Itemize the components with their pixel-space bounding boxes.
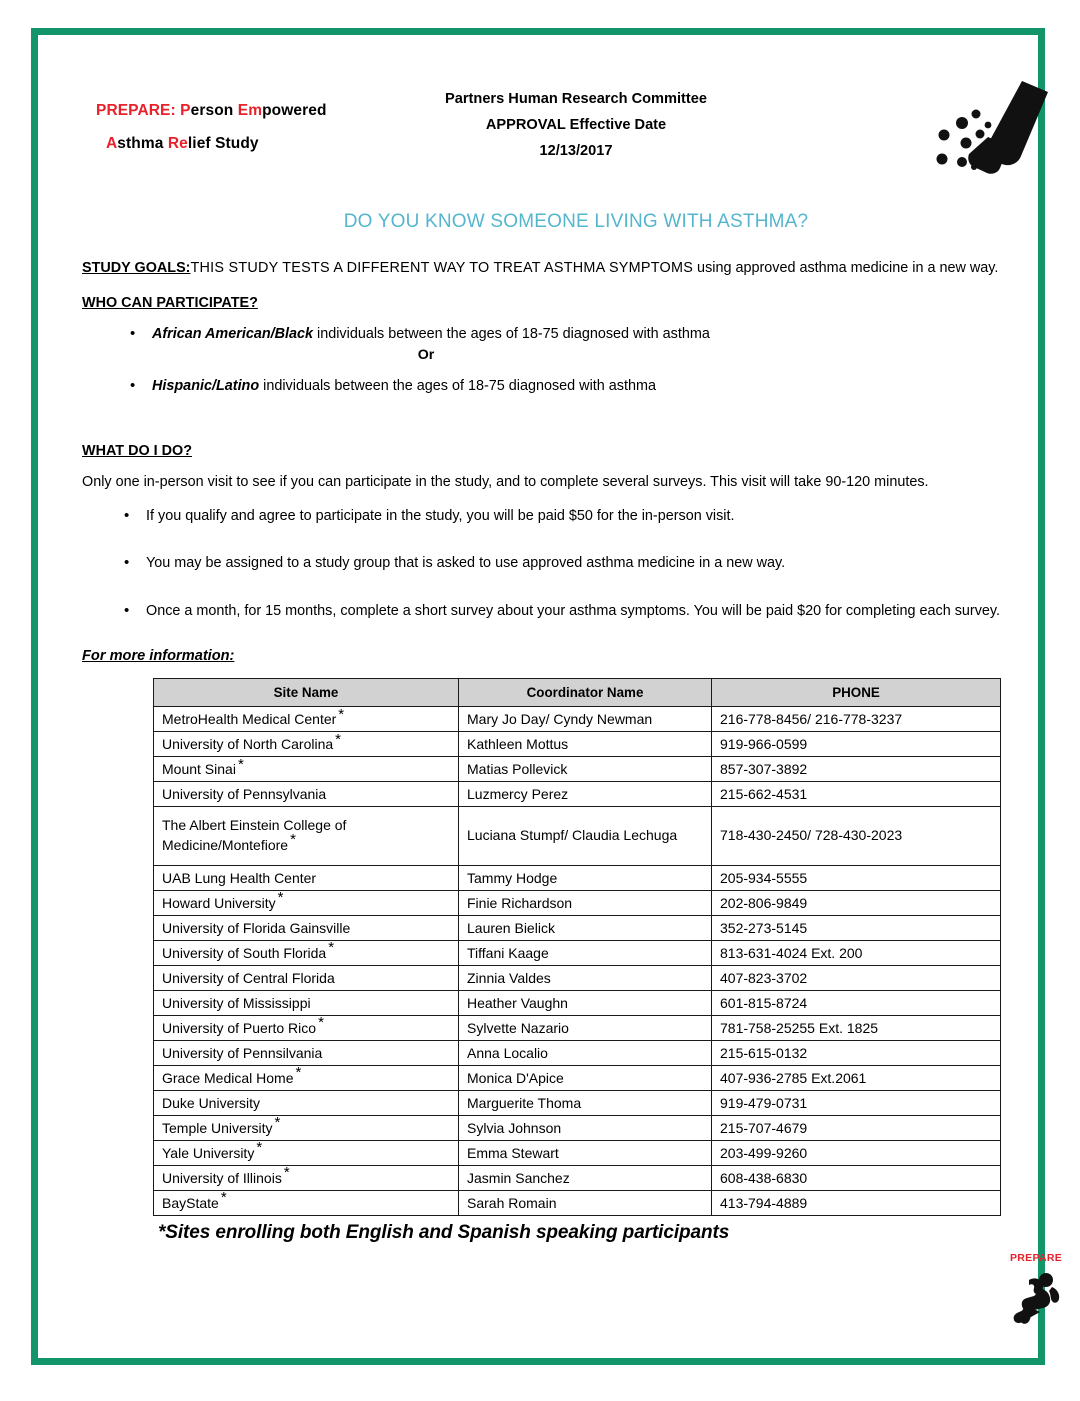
cell-phone: 781-758-25255 Ext. 1825 — [712, 1015, 1001, 1040]
page-border — [31, 28, 1063, 1365]
spanish-enrolling-asterisk: * — [274, 1114, 281, 1132]
table-row — [154, 1065, 1001, 1090]
spanish-enrolling-asterisk: * — [290, 831, 296, 849]
cell-site-name: University of North Carolina * — [154, 732, 459, 757]
cell-coordinator-name: Sylvia Johnson — [459, 1115, 712, 1140]
table-row — [154, 1190, 1001, 1215]
cell-phone: 205-934-5555 — [712, 865, 1001, 890]
cell-phone: 608-438-6830 — [712, 1165, 1001, 1190]
eligibility-list-2 — [82, 376, 1070, 396]
study-goals-paragraph — [82, 259, 1070, 278]
cell-coordinator-name: Tammy Hodge — [459, 865, 712, 890]
cell-phone: 407-823-3702 — [712, 965, 1001, 990]
spanish-enrolling-asterisk: * — [328, 939, 335, 957]
eligibility-or-divider: Or — [417, 346, 435, 363]
cell-site-name: The Albert Einstein College of Medicine/Montefiore * — [154, 807, 459, 866]
prepare-logo-label: PREPARE — [1009, 1252, 1063, 1264]
prepare-word-person: erson — [190, 102, 238, 119]
participation-details-list — [82, 506, 1070, 621]
cell-site-name: Grace Medical Home * — [154, 1065, 459, 1090]
prepare-word-powered: powered — [262, 102, 327, 119]
list-item: • If you qualify and agree to participate in the study, you will be paid $50 for the in-person visit. — [124, 506, 1070, 526]
prepare-letters-em: Em — [237, 102, 263, 119]
cell-phone: 202-806-9849 — [712, 890, 1001, 915]
spanish-enrolling-asterisk: * — [237, 755, 244, 773]
cell-phone: 407-936-2785 Ext.2061 — [712, 1065, 1001, 1090]
cell-phone: 215-707-4679 — [712, 1115, 1001, 1140]
prepare-letters-re: Re — [167, 135, 188, 153]
spanish-enrolling-asterisk: * — [283, 1164, 290, 1182]
column-header-phone: PHONE — [712, 679, 1001, 707]
prepare-letter-a: A — [106, 135, 118, 153]
cell-site-name: University of South Florida * — [154, 940, 459, 965]
eligibility-desc-2: individuals between the ages of 18-75 diagnosed with asthma — [259, 377, 656, 394]
table-row — [154, 1090, 1001, 1115]
spanish-enrolling-asterisk: * — [295, 1064, 302, 1082]
cell-phone: 813-631-4024 Ext. 200 — [712, 940, 1001, 965]
document-header — [82, 75, 1070, 193]
spanish-enrolling-asterisk: * — [220, 1189, 227, 1207]
cell-phone: 919-479-0731 — [712, 1090, 1001, 1115]
cell-coordinator-name: Lauren Bielick — [459, 915, 712, 940]
prepare-letter-p: P — [180, 102, 191, 119]
what-do-i-do-heading: WHAT DO I DO? — [82, 443, 193, 460]
cell-site-name: University of Pennsylvania — [154, 782, 459, 807]
eligibility-list — [82, 324, 1070, 344]
table-row — [154, 890, 1001, 915]
cell-phone: 216-778-8456/ 216-778-3237 — [712, 707, 1001, 732]
cell-phone: 413-794-4889 — [712, 1190, 1001, 1215]
eligibility-group-1: African American/Black — [152, 326, 314, 343]
cell-phone: 601-815-8724 — [712, 990, 1001, 1015]
table-row — [154, 807, 1001, 866]
table-body — [154, 707, 1001, 1216]
table-row — [154, 1115, 1001, 1140]
cell-site-name: University of Puerto Rico * — [154, 1015, 459, 1040]
table-row — [154, 1165, 1001, 1190]
table-row — [154, 1015, 1001, 1040]
study-goals-heading: STUDY GOALS: — [82, 260, 191, 276]
prepare-acronym-label: PREPARE: — [96, 102, 176, 119]
spanish-enrolling-asterisk: * — [318, 1014, 324, 1032]
cell-coordinator-name: Finie Richardson — [459, 890, 712, 915]
approval-date: 12/13/2017 — [539, 142, 613, 159]
table-row — [154, 1140, 1001, 1165]
table-row — [154, 1040, 1001, 1065]
table-footnote: *Sites enrolling both English and Spanish speaking participants — [158, 1221, 730, 1243]
cell-coordinator-name: Anna Localio — [459, 1040, 712, 1065]
cell-site-name: UAB Lung Health Center — [154, 865, 459, 890]
table-row — [154, 782, 1001, 807]
spanish-enrolling-asterisk: * — [335, 730, 342, 748]
cell-coordinator-name: Monica D'Apice — [459, 1065, 712, 1090]
cell-coordinator-name: Kathleen Mottus — [459, 732, 712, 757]
cell-site-name: University of Mississippi — [154, 990, 459, 1015]
eligibility-desc-1: individuals between the ages of 18-75 diagnosed with asthma — [313, 326, 710, 343]
cell-coordinator-name: Jasmin Sanchez — [459, 1165, 712, 1190]
column-header-site-name: Site Name — [154, 679, 459, 707]
cell-coordinator-name: Matias Pollevick — [459, 757, 712, 782]
spanish-enrolling-asterisk: * — [338, 705, 345, 723]
column-header-coordinator-name: Coordinator Name — [459, 679, 712, 707]
table-row — [154, 707, 1001, 732]
spanish-enrolling-asterisk: * — [256, 1139, 263, 1157]
cell-site-name: Mount Sinai * — [154, 757, 459, 782]
eligibility-group-2: Hispanic/Latino — [152, 377, 260, 394]
list-item: • You may be assigned to a study group that is asked to use approved asthma medicine in a new way. — [124, 553, 1070, 573]
prepare-word-relief-study: lief Study — [187, 135, 259, 153]
list-item — [130, 324, 1070, 344]
cell-phone: 919-966-0599 — [712, 732, 1001, 757]
cell-coordinator-name: Sylvette Nazario — [459, 1015, 712, 1040]
cell-phone: 352-273-5145 — [712, 915, 1001, 940]
cell-site-name: MetroHealth Medical Center * — [154, 707, 459, 732]
approval-label: APPROVAL Effective Date — [485, 116, 667, 133]
cell-phone: 857-307-3892 — [712, 757, 1001, 782]
cell-site-name: University of Illinois * — [154, 1165, 459, 1190]
spanish-enrolling-asterisk: * — [277, 889, 284, 907]
visit-description: Only one in-person visit to see if you can participate in the study, and to complete several surveys. This visit will take 90-120 minutes. — [82, 474, 929, 491]
cell-site-name: Duke University — [154, 1090, 459, 1115]
table-row — [154, 915, 1001, 940]
cell-site-name: Temple University * — [154, 1115, 459, 1140]
inhaler-icon — [914, 77, 1054, 181]
cell-coordinator-name: Sarah Romain — [459, 1190, 712, 1215]
cell-phone: 215-662-4531 — [712, 782, 1001, 807]
table-row — [154, 940, 1001, 965]
who-can-participate-heading: WHO CAN PARTICIPATE? — [82, 295, 258, 312]
table-row — [154, 865, 1001, 890]
prepare-logo — [999, 1252, 1073, 1338]
page-title: DO YOU KNOW SOMEONE LIVING WITH ASTHMA? — [343, 211, 809, 232]
committee-name: Partners Human Research Committee — [445, 91, 707, 107]
study-goals-caps: THIS STUDY TESTS A DIFFERENT WAY TO TREAT ASTHMA SYMPTOMS — [190, 260, 694, 276]
study-sites-table — [153, 678, 1001, 1216]
running-figure-icon — [1005, 1265, 1067, 1327]
cell-phone: 203-499-9260 — [712, 1140, 1001, 1165]
cell-coordinator-name: Tiffani Kaage — [459, 940, 712, 965]
table-row — [154, 990, 1001, 1015]
prepare-word-asthma: sthma — [117, 135, 168, 153]
cell-coordinator-name: Marguerite Thoma — [459, 1090, 712, 1115]
more-information-heading: For more information: — [82, 648, 235, 665]
cell-site-name: University of Central Florida — [154, 965, 459, 990]
cell-coordinator-name: Zinnia Valdes — [459, 965, 712, 990]
cell-site-name: University of Florida Gainsville — [154, 915, 459, 940]
list-item: • Once a month, for 15 months, complete a short survey about your asthma symptoms. You will be paid $20 for completing each survey. — [124, 601, 1070, 621]
table-row — [154, 732, 1001, 757]
list-item — [130, 376, 1070, 396]
cell-coordinator-name: Heather Vaughn — [459, 990, 712, 1015]
cell-site-name: BayState * — [154, 1190, 459, 1215]
page-content — [82, 75, 1070, 1388]
table-header-row — [154, 679, 1001, 707]
cell-site-name: Howard University * — [154, 890, 459, 915]
study-goals-tail: using approved asthma medicine in a new way. — [693, 260, 999, 276]
cell-site-name: University of Pennsilvania — [154, 1040, 459, 1065]
cell-site-name: Yale University * — [154, 1140, 459, 1165]
cell-coordinator-name: Luciana Stumpf/ Claudia Lechuga — [459, 807, 712, 866]
cell-phone: 215-615-0132 — [712, 1040, 1001, 1065]
cell-coordinator-name: Luzmercy Perez — [459, 782, 712, 807]
table-row — [154, 965, 1001, 990]
table-row — [154, 757, 1001, 782]
cell-phone: 718-430-2450/ 728-430-2023 — [712, 807, 1001, 866]
cell-coordinator-name: Emma Stewart — [459, 1140, 712, 1165]
cell-coordinator-name: Mary Jo Day/ Cyndy Newman — [459, 707, 712, 732]
